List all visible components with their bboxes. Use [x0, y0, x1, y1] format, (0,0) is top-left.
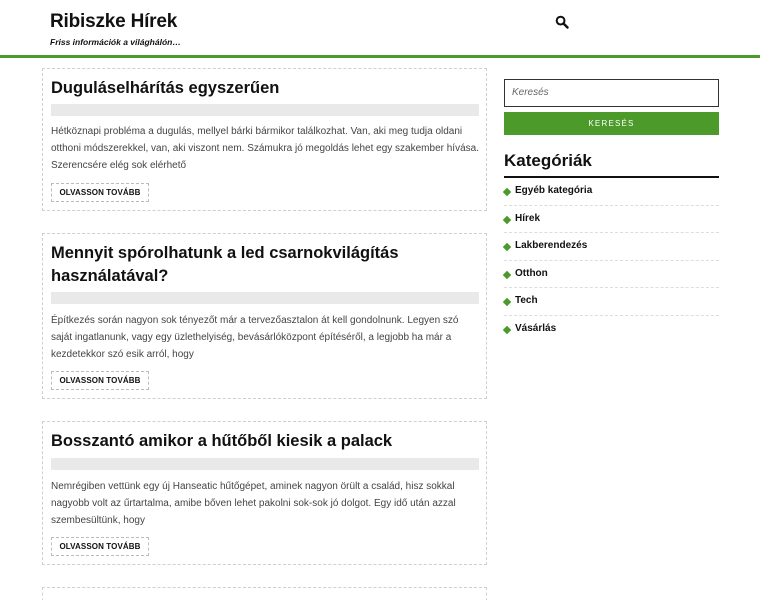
post-card — [42, 421, 487, 565]
category-label[interactable]: Tech — [515, 295, 538, 306]
post-excerpt: Építkezés során nagyon sok tényezőt már a tervezőasztalon át kell gondolnunk. Legyen szó saját ingatlanunk, vagy egy üzlethelyiség, bevásárlóközpont építéséről, a legjobb ha már a kezdetekkor szó esik arról, hogy — [51, 315, 459, 360]
post-excerpt: Hétköznapi probléma a dugulás, mellyel bárki bármikor találkozhat. Van, aki meg tudja oldani otthoni módszerekkel, van, aki viszont nem. Számukra jó megoldás lehet egy szakember hívása. Szerencsére elég sok elérhető — [51, 126, 479, 171]
category-item[interactable] — [504, 233, 719, 261]
diamond-bullet-icon — [503, 215, 511, 223]
post-card — [42, 68, 487, 211]
category-item[interactable] — [504, 261, 719, 289]
search-input[interactable]: Keresés — [504, 79, 719, 107]
post-card — [42, 233, 487, 399]
category-item[interactable] — [504, 206, 719, 234]
post-title[interactable]: Bosszantó amikor a hűtőből kiesik a palack — [51, 432, 393, 450]
diamond-bullet-icon — [503, 325, 511, 333]
diamond-bullet-icon — [503, 188, 511, 196]
category-label[interactable]: Vásárlás — [515, 322, 557, 334]
post-title[interactable]: Duguláselhárítás egyszerűen — [51, 79, 280, 97]
post-excerpt: Nemrégiben vettünk egy új Hanseatic hűtőgépet, aminek nagyon örült a család, hisz sokkal nagyobb volt az űrtartalma, amibe bőven lehet pakolni sok-sok jó dolgot. Egy idő után azzal szembesültünk, hogy — [51, 481, 456, 526]
search-button[interactable]: KERESÉS — [504, 112, 719, 135]
post-meta-bar — [51, 292, 479, 304]
read-more-button[interactable]: OLVASSON TOVÁBB — [51, 371, 149, 390]
category-label[interactable]: Hírek — [515, 212, 541, 224]
category-list — [504, 178, 719, 343]
read-more-button[interactable]: OLVASSON TOVÁBB — [51, 537, 149, 556]
post-title[interactable]: Mennyit spórolhatunk a led csarnokvilágítás használatával? — [51, 244, 399, 285]
category-item[interactable] — [504, 316, 719, 344]
read-more-button[interactable]: OLVASSON TOVÁBB — [51, 183, 149, 202]
category-item[interactable] — [504, 288, 719, 316]
category-label[interactable]: Lakberendezés — [515, 240, 588, 251]
diamond-bullet-icon — [503, 298, 511, 306]
categories-title: Kategóriák — [504, 151, 592, 170]
category-item[interactable] — [504, 178, 719, 206]
diamond-bullet-icon — [503, 270, 511, 278]
post-meta-bar — [51, 458, 479, 470]
site-title[interactable]: Ribiszke Hírek — [50, 11, 178, 32]
site-header — [0, 0, 760, 58]
search-icon[interactable] — [555, 15, 569, 29]
post-meta-bar — [51, 104, 479, 116]
diamond-bullet-icon — [503, 243, 511, 251]
post-card — [42, 587, 487, 600]
category-label[interactable]: Otthon — [515, 267, 548, 279]
site-tagline: Friss információk a világhálón… — [50, 37, 181, 47]
category-label[interactable]: Egyéb kategória — [515, 185, 593, 196]
